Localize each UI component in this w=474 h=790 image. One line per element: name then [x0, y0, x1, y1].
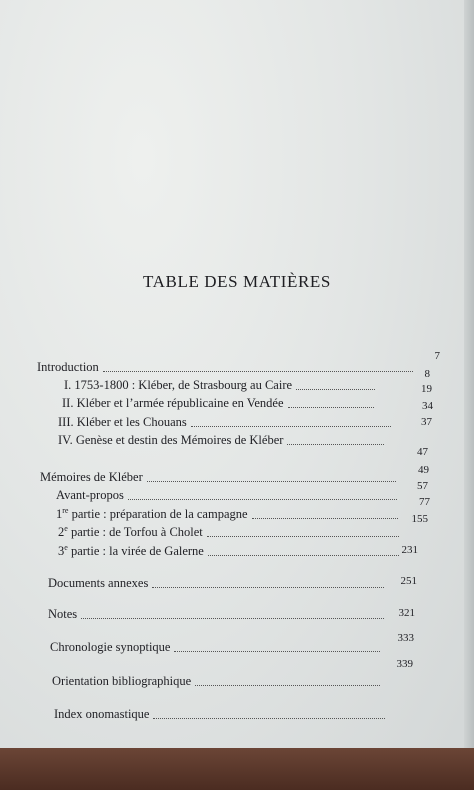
toc-entry-orientation: [52, 674, 384, 689]
leader-dots: [208, 555, 399, 556]
toc-label: Avant-propos: [56, 488, 124, 502]
toc-label: Notes: [48, 607, 78, 621]
leader-dots: [288, 407, 374, 408]
toc-label: Genèse et destin des Mémoires de Kléber: [75, 433, 284, 447]
leader-dots: [103, 371, 413, 372]
toc-entry-memoires-3: 2e partie : de Torfou à Cholet: [58, 524, 403, 540]
toc-page: 251: [400, 575, 417, 587]
toc-label: Kléber et les Chouans: [76, 415, 187, 429]
toc-entry-documents: [48, 576, 388, 591]
toc-entry-memoires: [40, 470, 400, 485]
leader-dots: [207, 536, 399, 537]
toc-num: IV.: [58, 433, 73, 447]
leader-dots: [296, 389, 375, 390]
toc-label: Orientation bibliographique: [52, 674, 192, 688]
table-surface: [0, 748, 474, 790]
toc-page: 7: [434, 350, 440, 362]
toc-num: I.: [64, 378, 72, 392]
toc-page: 333: [397, 632, 414, 644]
toc-label: Mémoires de Kléber: [40, 470, 143, 484]
toc-label: 1753-1800 : Kléber, de Strasbourg au Caire: [74, 378, 293, 392]
toc-num: III.: [58, 415, 74, 429]
toc-page: 8: [424, 368, 430, 380]
leader-dots: [152, 587, 384, 588]
toc-label: partie : la virée de Galerne: [67, 544, 204, 559]
leader-dots: [195, 685, 380, 686]
toc-page: 49: [418, 464, 429, 476]
book-cover-edge: [464, 0, 474, 790]
toc-entry-intro-2: [62, 396, 378, 411]
toc-page: 77: [419, 496, 430, 508]
toc-entry-intro-4: [58, 433, 388, 448]
toc-label: Introduction: [37, 360, 99, 374]
toc-entry-notes: [48, 607, 388, 622]
leader-dots: [147, 481, 396, 482]
leader-dots: [287, 444, 384, 445]
toc-entry-intro-1: [64, 378, 379, 393]
toc-page: 339: [396, 658, 413, 670]
toc-page: 47: [417, 446, 428, 458]
toc-label: Kléber et l’armée républicaine en Vendée: [76, 396, 284, 410]
leader-dots: [174, 651, 380, 652]
toc-entry-memoires-4: 3e partie : la virée de Galerne: [58, 543, 403, 559]
toc-entry-memoires-2: 1re partie : préparation de la campagne: [56, 506, 402, 522]
toc-page: 57: [417, 480, 428, 492]
toc-entry-introduction: [37, 360, 417, 375]
leader-dots: [153, 718, 385, 719]
toc-page: 34: [422, 400, 433, 412]
leader-dots: [191, 426, 391, 427]
toc-page: 19: [421, 383, 432, 395]
toc-label: Index onomastique: [54, 707, 150, 721]
toc-label: partie : de Torfou à Cholet: [67, 525, 203, 540]
page-title: TABLE DES MATIÈRES: [143, 272, 331, 291]
leader-dots: [252, 518, 398, 519]
toc-entry-index: [54, 707, 389, 722]
toc-label: Documents annexes: [48, 576, 149, 590]
toc-page: 37: [421, 416, 432, 428]
toc-entry-memoires-1: [56, 488, 401, 503]
toc-entry-intro-3: [58, 415, 395, 430]
toc-label: partie : préparation de la campagne: [68, 507, 248, 522]
toc-page: 231: [401, 544, 418, 556]
toc-label: Chronologie synoptique: [50, 640, 171, 654]
leader-dots: [81, 618, 384, 619]
toc-num: II.: [62, 396, 74, 410]
toc-page: 155: [411, 513, 428, 525]
leader-dots: [128, 499, 397, 500]
toc-page: 321: [398, 607, 415, 619]
toc-entry-chronologie: [50, 640, 384, 655]
